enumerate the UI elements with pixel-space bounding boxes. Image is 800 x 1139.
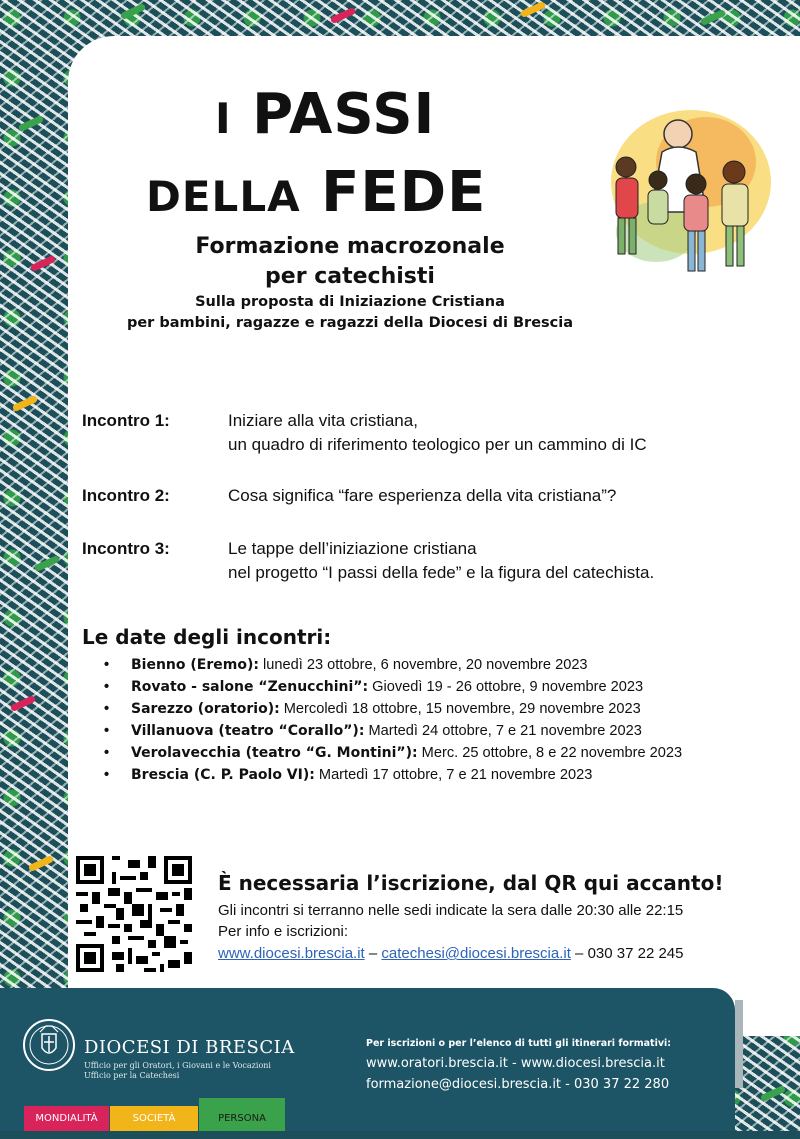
meeting-label: Incontro 3: <box>82 539 170 558</box>
meeting-label: Incontro 1: <box>82 411 170 430</box>
phone-number: – 030 37 22 245 <box>570 945 684 962</box>
list-item: • Villanuova (teatro “Corallo”): Martedì 24 ottobre, 7 e 21 novembre 2023 <box>104 720 682 742</box>
tag-societa: SOCIETÀ <box>110 1106 198 1131</box>
website-link[interactable]: www.diocesi.brescia.it <box>218 945 365 962</box>
meeting-text: Cosa significa “fare esperienza della vita cristiana”? <box>228 486 617 505</box>
list-item: • Verolavecchia (teatro “G. Montini”): Merc. 25 ottobre, 8 e 22 novembre 2023 <box>104 742 682 764</box>
office-line: Ufficio per gli Oratori, i Giovani e le Vocazioni <box>84 1061 271 1070</box>
registration-info-label: Per info e iscrizioni: <box>218 923 349 940</box>
children-with-jesus-illustration <box>596 92 776 292</box>
footer-info-heading: Per iscrizioni o per l’elenco di tutti gli itinerari formativi: <box>366 1038 672 1049</box>
qr-code-icon[interactable] <box>76 856 192 972</box>
footer-contact[interactable]: formazione@diocesi.brescia.it - 030 37 22 280 <box>366 1077 670 1092</box>
registration-schedule: Gli incontri si terranno nelle sedi indicate la sera dalle 20:30 alle 22:15 <box>218 902 684 919</box>
tag-persona: PERSONA <box>199 1098 285 1131</box>
footer-websites[interactable]: www.oratori.brescia.it - www.diocesi.brescia.it <box>366 1056 665 1071</box>
diocese-seal-icon <box>22 1018 76 1072</box>
meeting-text: Le tappe dell’iniziazione cristiana nel progetto “I passi della fede” e la figura del catechista. <box>228 539 655 582</box>
list-item: • Bienno (Eremo): lunedì 23 ottobre, 6 novembre, 20 novembre 2023 <box>104 654 682 676</box>
email-link[interactable]: catechesi@diocesi.brescia.it <box>381 945 571 962</box>
registration-title: È necessaria l’iscrizione, dal QR qui accanto! <box>218 871 724 895</box>
tag-mondialita: MONDIALITÀ <box>24 1106 109 1131</box>
description: Sulla proposta di Iniziazione Cristiana per bambini, ragazze e ragazzi della Diocesi di Brescia <box>126 294 574 331</box>
subtitle: Formazione macrozonale per catechisti <box>195 234 505 289</box>
list-item: • Brescia (C. P. Paolo VI): Martedì 17 ottobre, 7 e 21 novembre 2023 <box>104 764 682 786</box>
office-line: Ufficio per la Catechesi <box>84 1071 180 1080</box>
dates-list <box>104 654 682 786</box>
list-item: • Rovato - salone “Zenucchini”: Giovedì 19 - 26 ottobre, 9 novembre 2023 <box>104 676 682 698</box>
title-line-1: I PASSI <box>215 82 436 147</box>
list-item: • Sarezzo (oratorio): Mercoledì 18 ottobre, 15 novembre, 29 novembre 2023 <box>104 698 682 720</box>
dates-heading: Le date degli incontri: <box>82 625 332 649</box>
footer-shadow <box>735 1000 743 1088</box>
diocese-name: DIOCESI DI BRESCIA <box>84 1037 295 1058</box>
meeting-text: Iniziare alla vita cristiana, un quadro di riferimento teologico per un cammino di IC <box>228 411 647 454</box>
meeting-label: Incontro 2: <box>82 486 170 505</box>
title-line-2: DELLA FEDE <box>146 160 487 225</box>
registration-contacts: www.diocesi.brescia.it – catechesi@diocesi.brescia.it – 030 37 22 245 <box>218 945 684 962</box>
